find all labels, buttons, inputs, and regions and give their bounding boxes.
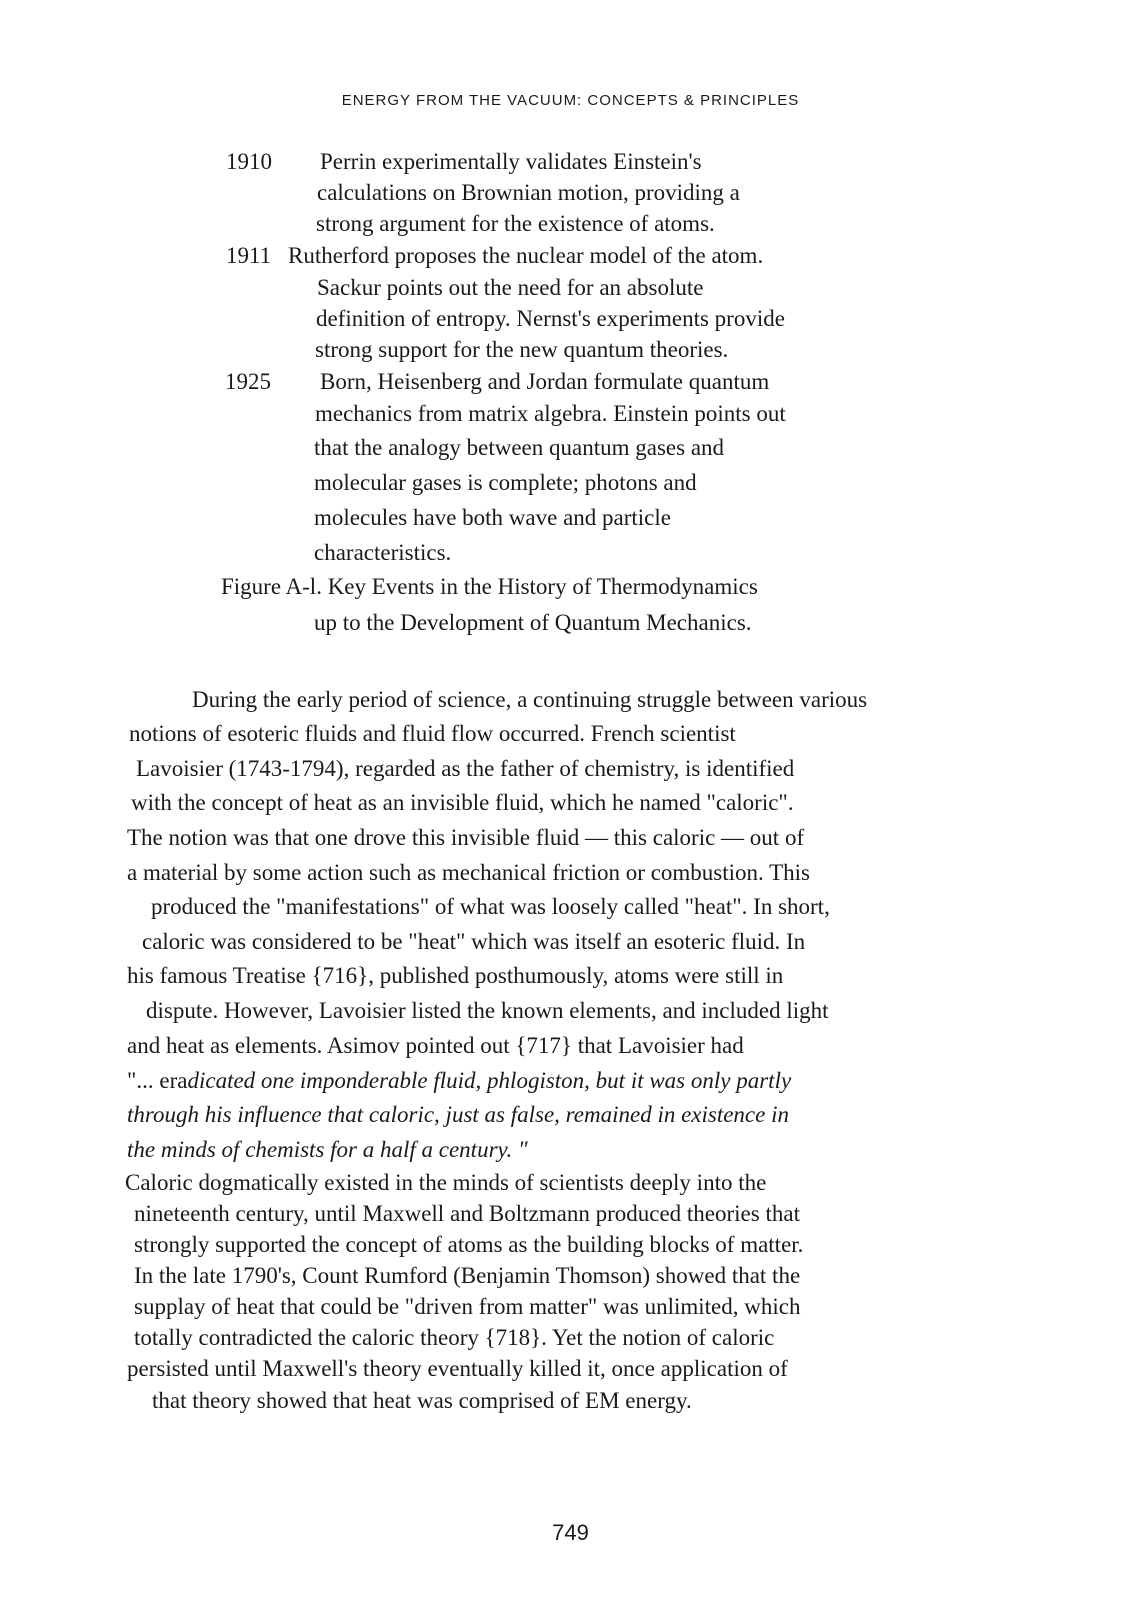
timeline-line: Perrin experimentally validates Einstein's [320, 149, 702, 174]
paragraph-line: The notion was that one drove this invisible fluid — this caloric — out of [127, 825, 805, 850]
timeline-line: molecular gases is complete; photons and [314, 470, 697, 495]
figure-caption-line: up to the Development of Quantum Mechanics. [314, 610, 752, 635]
paragraph-line: supplay of heat that could be "driven from matter" was unlimited, which [134, 1294, 801, 1319]
timeline-line: strong support for the new quantum theories. [315, 337, 729, 362]
quote-prefix: "... era [127, 1068, 188, 1093]
paragraph-line: a material by some action such as mechanical friction or combustion. This [127, 860, 810, 885]
timeline-line: that the analogy between quantum gases and [314, 435, 725, 460]
timeline-year-1911: 1911 [226, 243, 272, 268]
paragraph-line: his famous Treatise {716}, published posthumously, atoms were still in [127, 963, 784, 988]
paragraph-line: and heat as elements. Asimov pointed out {717} that Lavoisier had [127, 1033, 744, 1058]
paragraph-line: nineteenth century, until Maxwell and Boltzmann produced theories that [134, 1201, 800, 1226]
timeline-year-1910: 1910 [226, 149, 272, 174]
quote-line: through his influence that caloric, just as false, remained in existence in [127, 1102, 789, 1127]
timeline-line: calculations on Brownian motion, providing a [317, 180, 740, 205]
paragraph-line: In the late 1790's, Count Rumford (Benjamin Thomson) showed that the [134, 1263, 801, 1288]
quote-line: the minds of chemists for a half a century. " [127, 1137, 528, 1162]
paragraph-line: During the early period of science, a continuing struggle between various [192, 687, 868, 712]
paragraph-line: Lavoisier (1743-1794), regarded as the father of chemistry, is identified [136, 756, 795, 781]
paragraph-line: notions of esoteric fluids and fluid flow occurred. French scientist [129, 721, 736, 746]
paragraph-line: produced the "manifestations" of what was loosely called "heat". In short, [151, 894, 830, 919]
paragraph-line: with the concept of heat as an invisible fluid, which he named "caloric". [131, 790, 794, 815]
paragraph-line: dispute. However, Lavoisier listed the known elements, and included light [146, 998, 829, 1023]
running-header: ENERGY FROM THE VACUUM: CONCEPTS & PRINCIPLES [341, 92, 800, 109]
paragraph-line: Caloric dogmatically existed in the minds of scientists deeply into the [125, 1170, 767, 1195]
timeline-line: Rutherford proposes the nuclear model of the atom. [288, 243, 764, 268]
paragraph-line: totally contradicted the caloric theory {718}. Yet the notion of caloric [134, 1325, 775, 1350]
timeline-line: molecules have both wave and particle [314, 505, 671, 530]
figure-caption-line: Figure A-l. Key Events in the History of Thermodynamics [221, 574, 758, 599]
paragraph-line: persisted until Maxwell's theory eventually killed it, once application of [127, 1356, 788, 1381]
timeline-line: strong argument for the existence of atoms. [316, 211, 715, 236]
quote-line [127, 1064, 791, 1097]
timeline-year-1925: 1925 [225, 369, 271, 394]
paragraph-line: that theory showed that heat was comprised of EM energy. [152, 1388, 692, 1413]
timeline-line: definition of entropy. Nernst's experiments provide [316, 306, 785, 331]
timeline-line: Sackur points out the need for an absolute [317, 275, 704, 300]
timeline-line: characteristics. [314, 540, 452, 565]
paragraph-line: strongly supported the concept of atoms as the building blocks of matter. [134, 1232, 804, 1257]
paragraph-line: caloric was considered to be "heat" which was itself an esoteric fluid. In [142, 929, 806, 954]
timeline-line: mechanics from matrix algebra. Einstein points out [315, 401, 786, 426]
timeline-line: Born, Heisenberg and Jordan formulate quantum [320, 369, 770, 394]
page-number: 749 [552, 1520, 589, 1545]
quote-italic: dicated one imponderable fluid, phlogiston, but it was only partly [187, 1068, 792, 1093]
